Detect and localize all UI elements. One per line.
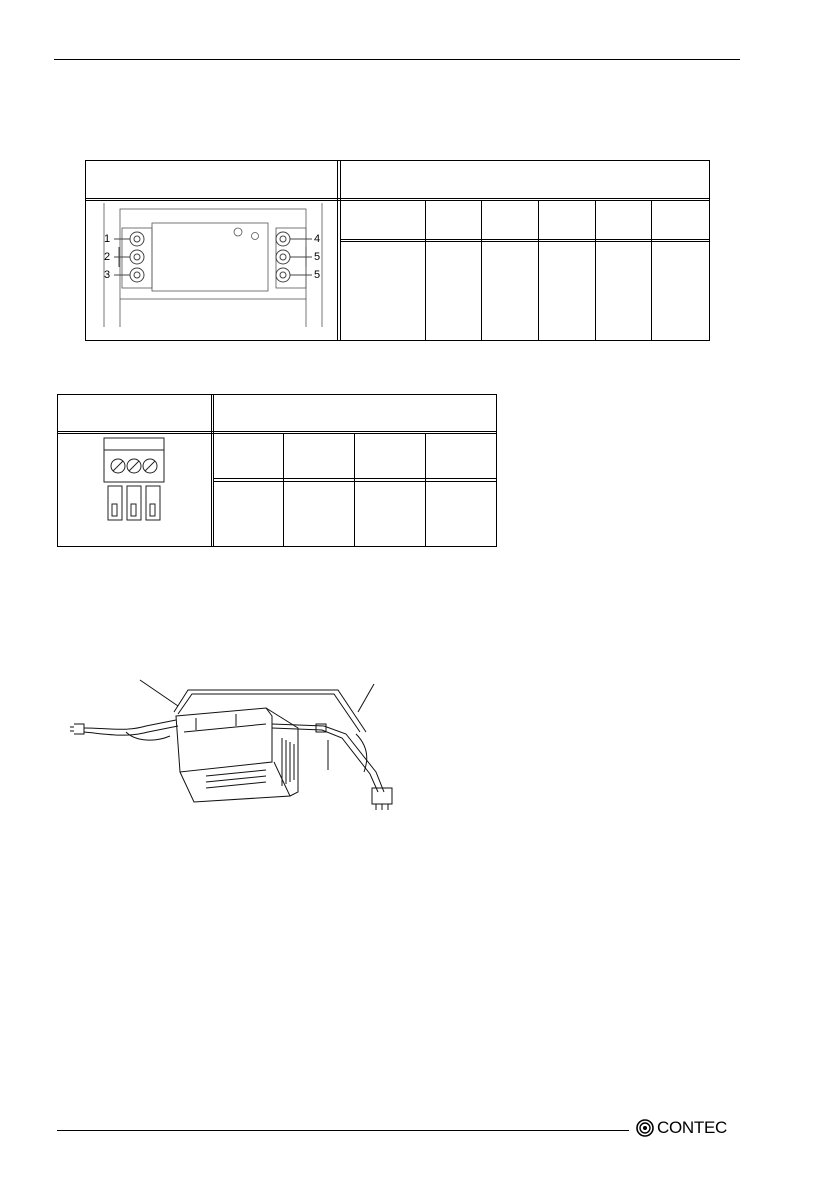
connector-drawing xyxy=(98,436,170,522)
terminal-label-2: 2 xyxy=(104,251,111,263)
terminal-label-4: 4 xyxy=(314,233,321,245)
terminal-label-5a: 5 xyxy=(314,251,321,263)
contec-logo-icon xyxy=(636,1119,654,1137)
contec-logo xyxy=(636,1118,727,1138)
wiring-illustration xyxy=(66,672,416,812)
contec-logo-text: CONTEC xyxy=(657,1118,727,1137)
header-rule xyxy=(54,59,740,60)
terminal-label-1: 1 xyxy=(104,233,111,245)
terminal-label-5b: 5 xyxy=(314,269,321,281)
footer-rule xyxy=(57,1130,629,1131)
terminal-block-drawing xyxy=(90,203,335,336)
terminal-label-3: 3 xyxy=(104,269,111,281)
